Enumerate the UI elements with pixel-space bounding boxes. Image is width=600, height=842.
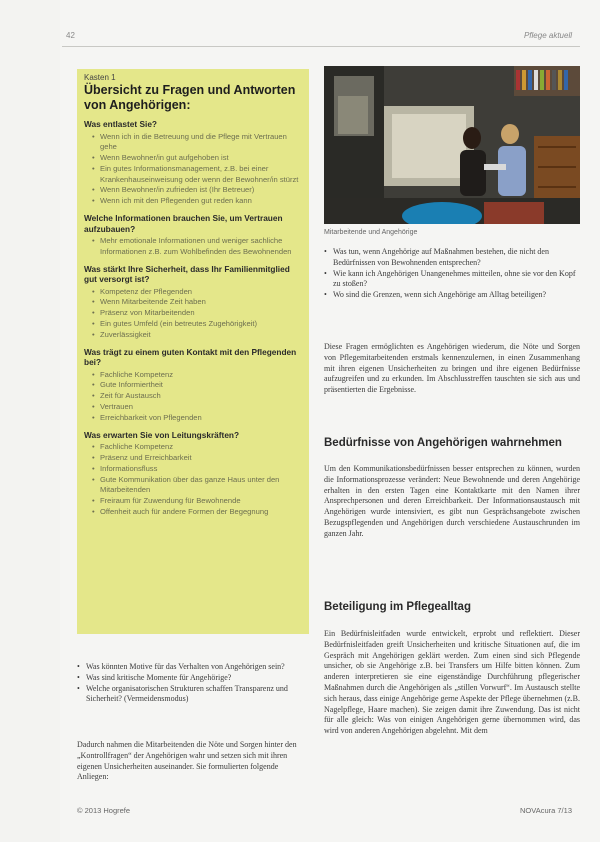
section-heading: Bedürfnisse von Angehörigen wahrnehmen — [324, 437, 562, 449]
box-section-list — [84, 236, 301, 258]
box-section-list — [84, 287, 301, 341]
footer-journal: NOVAcura 7/13 — [520, 806, 572, 815]
list-item: • Was könnten Motive für das Verhalten von Angehörigen sein? — [77, 662, 309, 673]
right-bullet-list — [324, 247, 580, 301]
list-item: • Wenn Mitarbeitende Zeit haben — [92, 297, 301, 308]
body-paragraph: Diese Fragen ermöglichten es Angehörigen wiederum, die Nöte und Sorgen von Pflegemitarbeitenden erstmals kennenzulernen, in einen Zusammenhang mit ihren eigenen Unsicherheiten zu bringen und ihre eigenen Bedürfnisse aufzugreifen und zu erkunden. Im Abschlusstreffen tauschten sie sich aus und präsentierten die Ergebnisse. — [324, 342, 580, 395]
list-item: • Gute Kommunikation über das ganze Haus unter den Mitarbeitenden — [92, 475, 301, 497]
list-item: • Wo sind die Grenzen, wenn sich Angehörige am Alltag beteiligen? — [324, 290, 580, 301]
body-paragraph: Ein Bedürfnisleitfaden wurde entwickelt, erprobt und reflektiert. Dieser Bedürfnisleitfaden greift Unsicherheiten und kritische Situationen auf, die im Gespräch mit Angehörigen geklärt werden. Zum einen sind sich Pflegende unsicher, ob sie Angehörige z.B. bei Transfers um Hilfe bitten können. Zum anderen interpretieren sie eine eigenständige Durchführung pflegerischer Maßnahmen durch die Angehörigen als „stillen Vorwurf“. Im Austausch stellte sich heraus, dass einige Angehörige gerne Aspekte der Pflege übernehmen (z.B. Nagelpflege, Haare machen). Sie zeigen damit ihre Zuwendung. Das ist nicht für alle gleich: Was von einigen Angehörigen gerne übernommen wird, das wird von anderen Angehörigen abgelehnt. Mit dem — [324, 629, 580, 736]
photo-illustration — [324, 66, 580, 224]
list-item: • Welche organisatorischen Strukturen schaffen Transparenz und Sicherheit? (Vermeidensmodus) — [77, 684, 309, 706]
box-section-list — [84, 132, 301, 208]
photo-caption: Mitarbeitende und Angehörige — [324, 229, 418, 236]
list-item: • Ein gutes Umfeld (ein betreutes Zugehörigkeit) — [92, 319, 301, 330]
header-rule — [62, 46, 580, 47]
list-item: • Offenheit auch für andere Formen der Begegnung — [92, 507, 301, 518]
list-item: • Präsenz und Erreichbarkeit — [92, 453, 301, 464]
list-item: • Was sind kritische Momente für Angehörige? — [77, 673, 309, 684]
list-item: • Ein gutes Informationsmanagement, z.B. bei einer Krankenhauseinweisung oder wenn der Bewohner/in stürzt — [92, 164, 301, 186]
list-item: • Wenn ich in die Betreuung und die Pflege mit Vertrauen gehe — [92, 132, 301, 154]
footer-copyright: © 2013 Hogrefe — [77, 806, 131, 815]
box-section-list — [84, 370, 301, 424]
box-section-heading: Was stärkt Ihre Sicherheit, dass Ihr Familienmitglied gut versorgt ist? — [84, 263, 290, 285]
list-item: • Kompetenz der Pflegenden — [92, 287, 301, 298]
box-label: Kasten 1 — [84, 73, 116, 82]
box-section-heading: Was entlastet Sie? — [84, 119, 158, 129]
list-item: • Wenn Bewohner/in gut aufgehoben ist — [92, 153, 301, 164]
box-section-list — [84, 442, 301, 518]
list-item: • Gute Informiertheit — [92, 380, 301, 391]
list-item: • Präsenz von Mitarbeitenden — [92, 308, 301, 319]
list-item: • Fachliche Kompetenz — [92, 370, 301, 381]
page-number: 42 — [66, 31, 75, 40]
body-paragraph: Um den Kommunikationsbedürfnissen besser entsprechen zu können, wurden die Informationsprozesse verändert: Neue Bewohnende und deren Angehörige erhalten in den ersten Tagen eine Kontaktkarte mit den Namen ihrer Ansprechpersonen und deren Erreichbarkeit. Der Informationsaustausch mit Angehörigen wurde intensiviert, es gibt nun Gesprächsangebote zwischen Bezugspflegenden und Angehörigen durch verschiedene Austauschrunden im ganzen Jahr. — [324, 464, 580, 538]
list-item: • Erreichbarkeit von Pflegenden — [92, 413, 301, 424]
list-item: • Mehr emotionale Informationen und weniger sachliche Informationen z.B. zum Wohlbefinden des Bewohnenden — [92, 236, 301, 258]
list-item: • Fachliche Kompetenz — [92, 442, 301, 453]
box-title: Übersicht zu Fragen und Antworten von Angehörigen: — [84, 83, 296, 112]
left-bullet-list — [77, 662, 309, 705]
list-item: • Informationsfluss — [92, 464, 301, 475]
list-item: • Wie kann ich Angehörigen Unangenehmes mitteilen, ohne sie vor den Kopf zu stoßen? — [324, 269, 580, 291]
list-item: • Vertrauen — [92, 402, 301, 413]
box-section-heading: Was trägt zu einem guten Kontakt mit den Pflegenden bei? — [84, 346, 297, 368]
list-item: • Wenn Bewohner/in zufrieden ist (Ihr Betreuer) — [92, 185, 301, 196]
list-item: • Zeit für Austausch — [92, 391, 301, 402]
list-item: • Freiraum für Zuwendung für Bewohnende — [92, 496, 301, 507]
box-section-heading: Was erwarten Sie von Leitungskräften? — [84, 429, 240, 440]
section-heading: Beteiligung im Pflegealltag — [324, 601, 471, 613]
photo-caregivers — [324, 66, 580, 224]
list-item: • Wenn ich mit den Pflegenden gut reden kann — [92, 196, 301, 207]
body-paragraph: Dadurch nahmen die Mitarbeitenden die Nöte und Sorgen hinter den „Kontrollfragen“ der Angehörigen wahr und setzen sich mit ihren eigenen Unsicherheiten auseinander. Sie formulierten folgende Anliegen: — [77, 740, 297, 782]
box-section-heading: Welche Informationen brauchen Sie, um Vertrauen aufzubauen? — [84, 213, 283, 234]
list-item: • Was tun, wenn Angehörige auf Maßnahmen bestehen, die nicht den Bedürfnissen von Bewohnenden entsprechen? — [324, 247, 580, 269]
list-item: • Zuverlässigkeit — [92, 330, 301, 341]
info-box — [77, 69, 309, 634]
running-head: Pflege aktuell — [523, 31, 572, 40]
